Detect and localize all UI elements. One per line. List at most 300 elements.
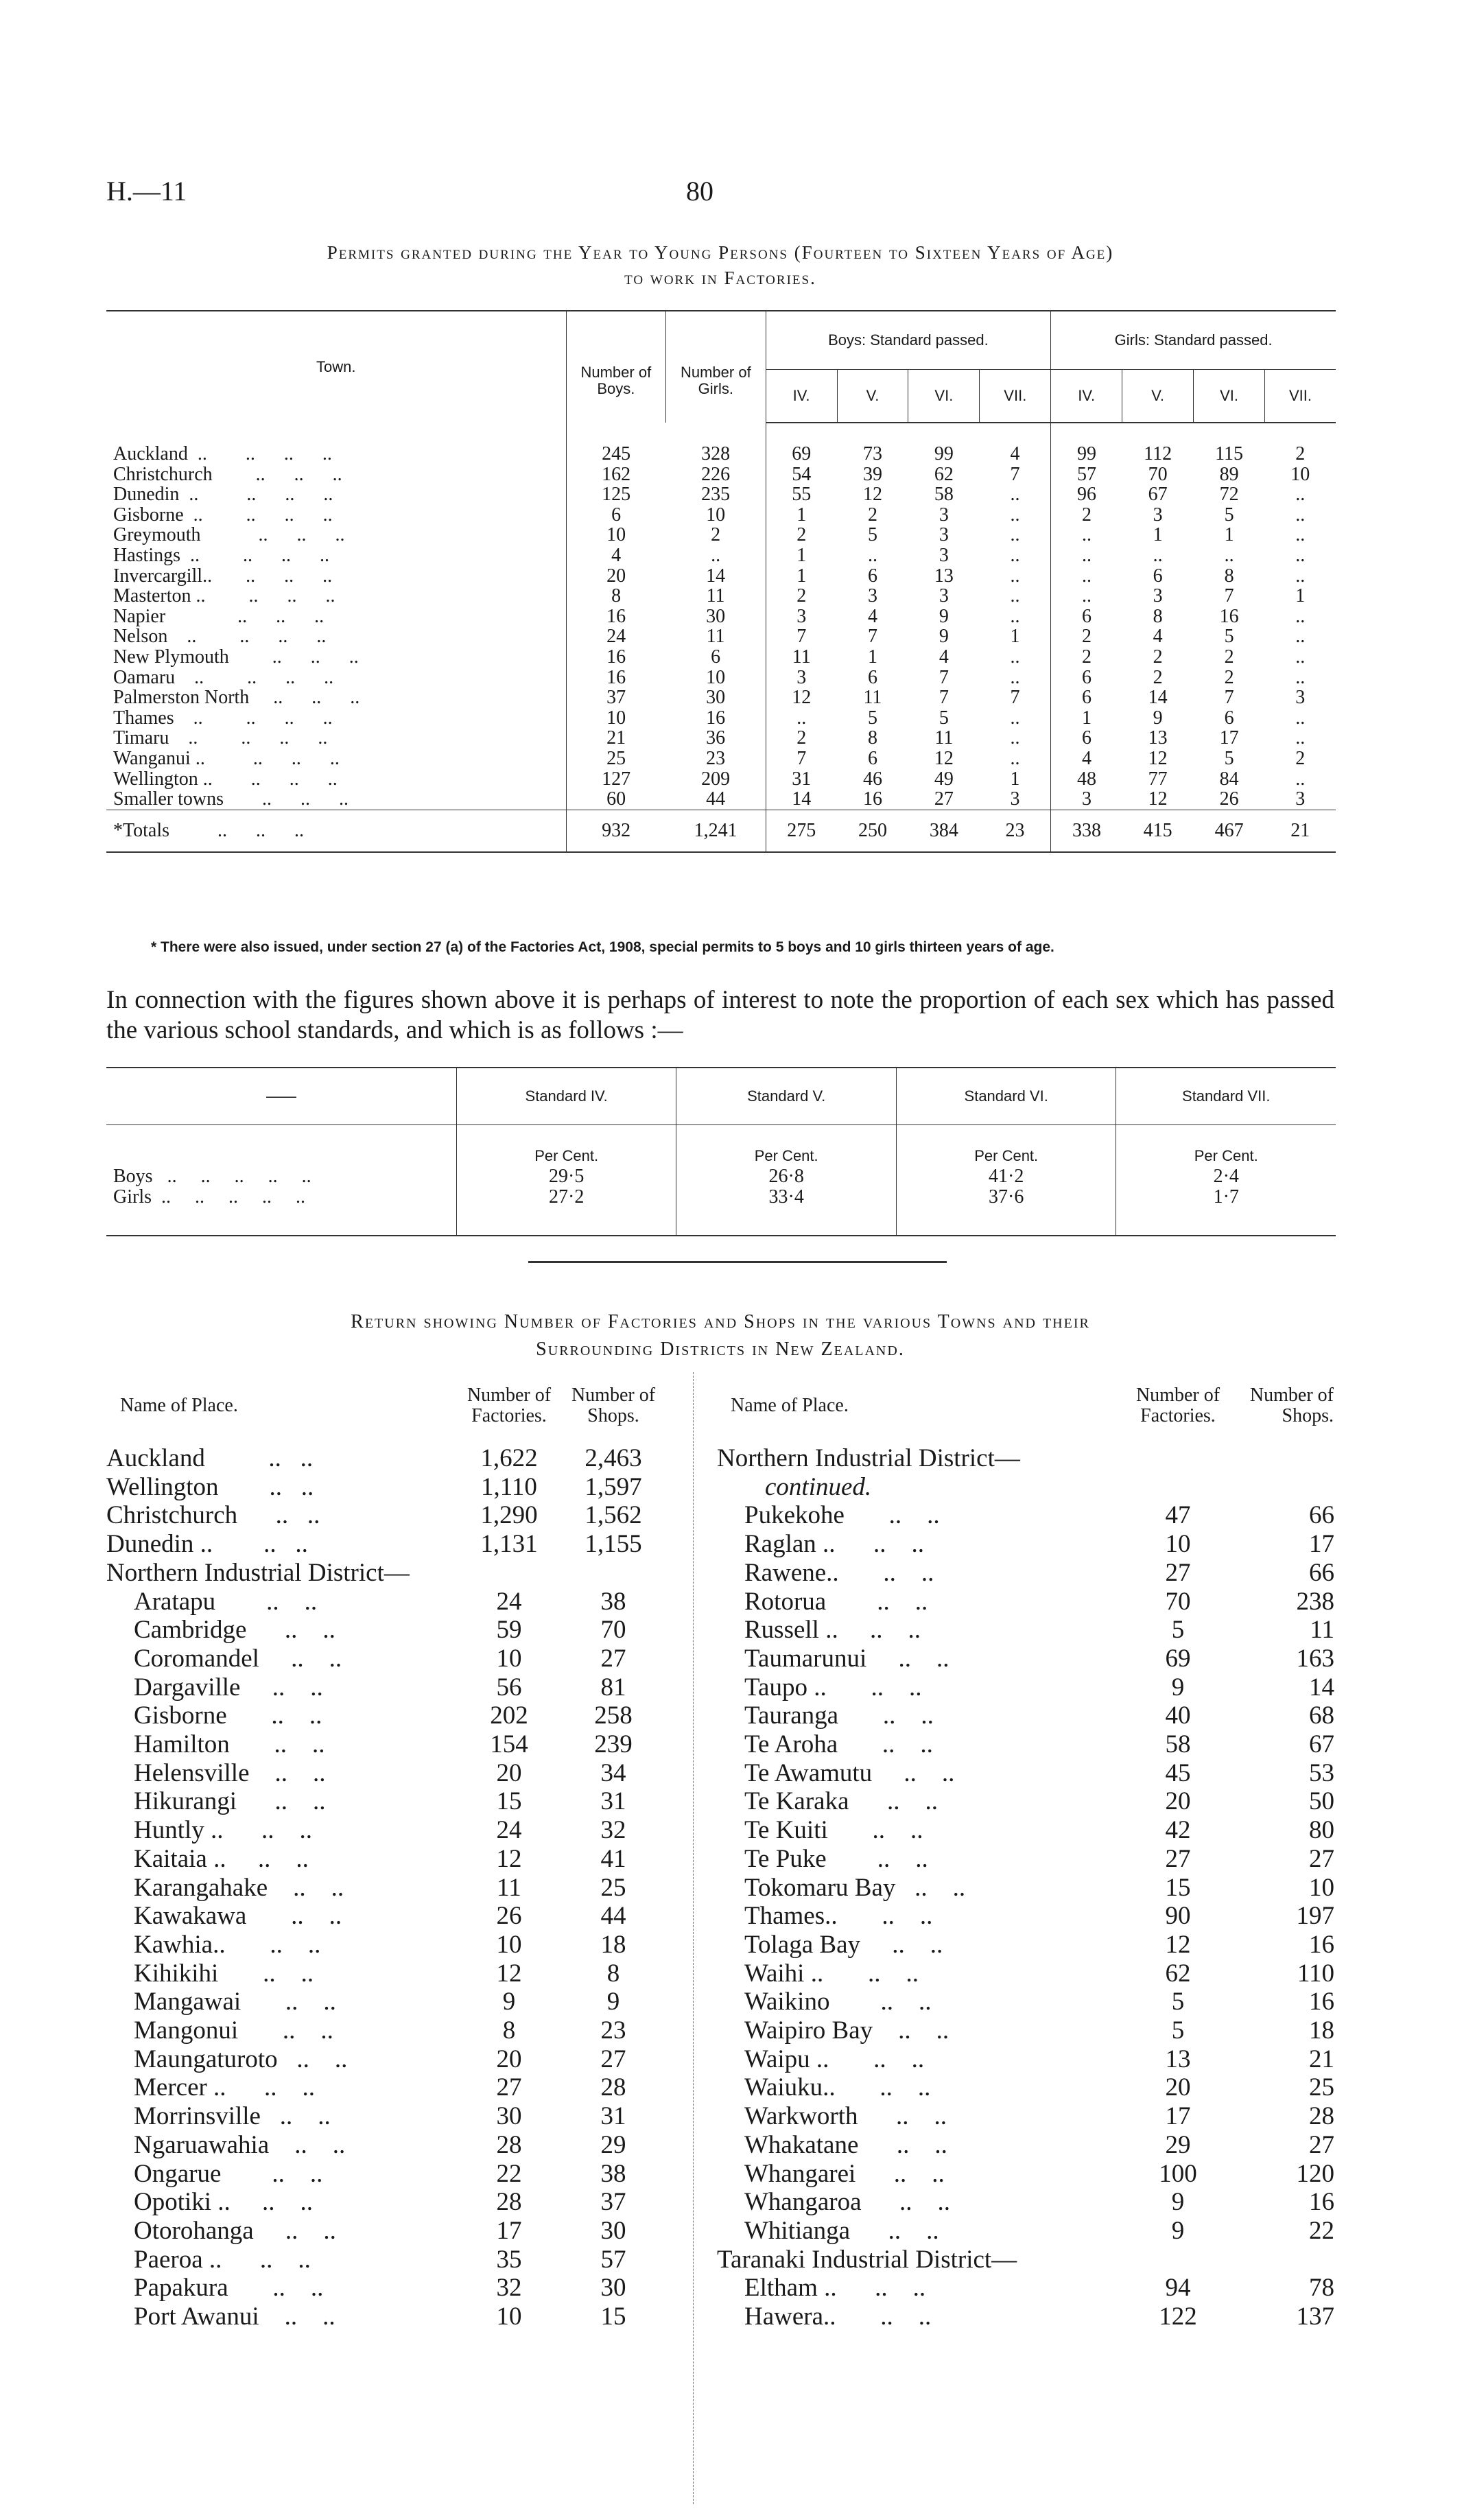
cell-girls: 2 [711, 524, 721, 546]
standard-header: Standard IV. [456, 1068, 676, 1125]
table-row [106, 668, 1336, 688]
place-name: Gisborne .. .. [134, 1701, 322, 1730]
cell-girls-v: 13 [1148, 727, 1168, 749]
factories-count: 24 [496, 1587, 522, 1616]
shops-count: 27 [1309, 2130, 1334, 2159]
cell-girls-vii: .. [1295, 626, 1306, 648]
cell-girls-vi: 7 [1224, 585, 1234, 607]
cell-girls-v: 8 [1153, 605, 1163, 627]
cell-girls-iv: 6 [1051, 728, 1122, 749]
cell-girls-vi: 2 [1224, 666, 1234, 688]
header-boys-standard: Boys: Standard passed. [766, 311, 1051, 370]
cell-boys: 25 [566, 749, 666, 769]
factories-count: 100 [1159, 2159, 1197, 2188]
cell-girls-v: 4 [1153, 626, 1163, 648]
permits-title-line1: Permits granted during the Year to Young Persons (Fourteen to Sixteen Years of Age) [327, 242, 1114, 263]
cell-boys-vi: 49 [934, 768, 954, 790]
cell-boys-v: 16 [862, 788, 882, 810]
factories-count: 27 [1165, 1558, 1191, 1587]
cell-boys-v: 7 [867, 626, 877, 648]
table-row [106, 566, 1336, 587]
cell-girls-vii: .. [1295, 484, 1306, 506]
empty-cell [106, 1125, 456, 1167]
list-item [106, 1959, 665, 1988]
cell-girls-vii: 3 [1295, 788, 1306, 810]
place-name: Kihikihi .. .. [134, 1959, 314, 1988]
shops-count: 66 [1309, 1558, 1334, 1587]
place-name: Kawhia.. .. .. [134, 1930, 321, 1959]
header-number-of-shops: Number of Shops. [1249, 1385, 1334, 1426]
girls-standard-header: V. [1122, 370, 1194, 423]
cell-girls: 235 [701, 484, 731, 506]
list-item [106, 1787, 665, 1816]
cell-boys-v: 3 [867, 585, 877, 607]
shops-count: 9 [606, 1988, 620, 2016]
cell-girls: 11 [706, 626, 725, 648]
shops-count: 238 [1296, 1587, 1334, 1616]
cell-girls: 10 [706, 666, 726, 688]
place-name: Whangarei .. .. [744, 2159, 945, 2188]
cell-girls-v: 12 [1148, 788, 1168, 810]
cell-girls-vi: 17 [1219, 727, 1239, 749]
cell-boys-vi: 7 [939, 687, 949, 709]
cell-girls-vi: 84 [1219, 768, 1239, 790]
shops-count: 28 [1309, 2102, 1334, 2131]
place-name: Te Aroha .. .. [744, 1730, 933, 1759]
shops-count: 32 [600, 1816, 626, 1845]
cell-girls-vi: 8 [1224, 565, 1234, 587]
table-row [106, 687, 1336, 708]
factories-count: 12 [496, 1959, 522, 1988]
factories-count: 12 [496, 1844, 522, 1873]
totals-girls-vii: 21 [1265, 810, 1336, 852]
cell-girls-v: .. [1153, 544, 1163, 566]
list-item [106, 1444, 665, 1473]
cell-girls: 36 [706, 727, 726, 749]
list-item [106, 2016, 665, 2045]
cell-girls-vi: 89 [1219, 463, 1239, 485]
place-name: Whitianga .. .. [744, 2216, 939, 2245]
table-row [106, 728, 1336, 749]
cell-boys-vi: 9 [939, 605, 949, 627]
place-name: Thames.. .. .. [744, 1902, 933, 1931]
factories-count: 29 [1165, 2130, 1191, 2159]
list-item [717, 1530, 1334, 1559]
cell-boys-iv: 54 [766, 464, 837, 485]
shops-count: 78 [1309, 2274, 1334, 2303]
factories-count: 26 [496, 1902, 522, 1931]
cell-boys-iv: 12 [766, 687, 837, 708]
totals-girls-vi: 467 [1194, 810, 1265, 852]
list-item [106, 1759, 665, 1788]
girls-percent: 37·6 [896, 1187, 1116, 1236]
cell-boys-v: 6 [867, 666, 877, 688]
shops-count: 18 [1309, 2016, 1334, 2045]
shops-count: 68 [1309, 1701, 1334, 1730]
cell-boys-vii: 7 [1010, 687, 1020, 709]
place-name: Otorohanga .. .. [134, 2216, 336, 2245]
list-item [106, 1874, 665, 1903]
cell-girls: 328 [701, 443, 731, 464]
list-item [106, 1501, 665, 1530]
cell-boys-iv: 2 [766, 728, 837, 749]
factories-count: 90 [1165, 1902, 1191, 1931]
factories-count: 5 [1171, 2016, 1185, 2045]
cell-town: Smaller towns .. .. .. [113, 788, 349, 810]
boys-row [106, 1166, 1336, 1187]
place-name: Port Awanui .. .. [134, 2303, 335, 2331]
cell-girls-v: 14 [1148, 687, 1168, 709]
cell-girls-iv: 48 [1051, 769, 1122, 790]
shops-count: 16 [1309, 2188, 1334, 2217]
cell-girls-iv: 1 [1051, 708, 1122, 729]
factories-count: 1,110 [481, 1472, 537, 1501]
shops-count: 53 [1309, 1758, 1334, 1787]
cell-boys-vi: 7 [939, 666, 949, 688]
table-row [106, 586, 1336, 607]
cell-girls-vii: 10 [1290, 463, 1310, 485]
table-row [106, 749, 1336, 769]
shops-count: 67 [1309, 1730, 1334, 1759]
list-item [717, 1759, 1334, 1788]
header-girls-standard: Girls: Standard passed. [1051, 311, 1336, 370]
cell-boys-vii: .. [1010, 585, 1020, 607]
standard-header: Standard V. [676, 1068, 897, 1125]
cell-girls-v: 70 [1148, 463, 1168, 485]
place-name: Kaitaia .. .. .. [134, 1844, 309, 1873]
factories-count: 27 [1165, 1844, 1191, 1873]
standard-header: Standard VII. [1116, 1068, 1336, 1125]
cell-boys-iv: .. [766, 708, 837, 729]
cell-girls-vi: 5 [1224, 504, 1234, 526]
cell-girls: 16 [706, 707, 726, 729]
cell-girls-v: 2 [1153, 646, 1163, 668]
shops-count: 11 [1310, 1616, 1334, 1645]
totals-girls: 1,241 [666, 810, 766, 852]
cell-boys: 162 [566, 464, 666, 485]
cell-boys-vi: 3 [939, 524, 949, 546]
cell-girls-vi: 1 [1224, 524, 1234, 546]
cell-town: Wellington .. .. .. .. [113, 768, 338, 790]
cell-boys-iv: 1 [766, 566, 837, 587]
list-item [106, 2073, 665, 2102]
list-item [106, 2188, 665, 2217]
cell-girls-vii: .. [1295, 544, 1306, 566]
totals-town: *Totals .. .. .. [106, 810, 566, 852]
factories-count: 70 [1165, 1587, 1191, 1616]
header-name-of-place: Name of Place. [120, 1395, 238, 1416]
cell-boys-v: 5 [867, 524, 877, 546]
cell-girls-vii: .. [1295, 646, 1306, 668]
place-name: Cambridge .. .. [134, 1616, 335, 1645]
list-item [106, 1616, 665, 1645]
factories-count: 69 [1165, 1644, 1191, 1673]
cell-boys: 37 [566, 687, 666, 708]
place-name: Mangonui .. .. [134, 2016, 333, 2045]
place-name: Tokomaru Bay .. .. [744, 1873, 966, 1902]
factories-table-title [106, 1308, 1334, 1363]
cell-girls-vii: .. [1295, 524, 1306, 546]
shops-count: 10 [1309, 1873, 1334, 1902]
factories-title-line2: Surrounding Districts in New Zealand. [536, 1339, 905, 1360]
factories-count: 20 [1165, 1787, 1191, 1816]
factories-count: 20 [496, 1758, 522, 1787]
cell-girls: 30 [706, 687, 726, 709]
cell-girls-vii: .. [1295, 768, 1306, 790]
header-number-of-boys: Number of Boys. [566, 311, 666, 423]
shops-count: 239 [594, 1730, 633, 1759]
page-reference: H.—11 [106, 176, 187, 207]
boys-percent: 26·8 [676, 1166, 897, 1187]
cell-boys: 20 [566, 566, 666, 587]
cell-girls-v: 1 [1153, 524, 1163, 546]
cell-town: Napier .. .. .. [113, 605, 324, 627]
table-row [106, 607, 1336, 627]
place-name: Mangawai .. .. [134, 1988, 336, 2016]
list-item [106, 2160, 665, 2189]
permits-title-line2: to work in Factories. [624, 268, 816, 288]
list-item [106, 1701, 665, 1730]
cell-town: Gisborne .. .. .. .. [113, 504, 333, 526]
permits-table-title [106, 240, 1334, 291]
standards-corner: —— [106, 1068, 456, 1125]
cell-boys: 8 [566, 586, 666, 607]
cell-boys: 24 [566, 626, 666, 647]
cell-boys-vii: .. [1010, 666, 1020, 688]
column-divider [693, 1372, 694, 2504]
place-name: Aratapu .. .. [134, 1587, 318, 1616]
list-item [717, 1444, 1334, 1473]
place-name: Paeroa .. .. .. [134, 2245, 311, 2274]
cell-boys: 6 [566, 505, 666, 526]
place-name: Coromandel .. .. [134, 1644, 342, 1673]
cell-boys-iv: 14 [766, 789, 837, 810]
cell-town: Wanganui .. .. .. .. [113, 747, 340, 769]
girls-percent: 33·4 [676, 1187, 897, 1236]
cell-girls-vii: .. [1295, 605, 1306, 627]
girls-label: Girls .. .. .. .. .. [106, 1187, 456, 1236]
factories-title-line1: Return showing Number of Factories and Shops in the various Towns and their [351, 1311, 1090, 1332]
cell-girls-vii: 3 [1295, 687, 1306, 709]
factories-count: 1,131 [480, 1530, 538, 1559]
cell-boys-v: .. [867, 544, 877, 566]
shops-count: 29 [600, 2130, 626, 2159]
cell-girls: 209 [701, 768, 731, 790]
factories-count: 202 [490, 1701, 528, 1730]
list-item [717, 2045, 1334, 2074]
cell-girls-v: 67 [1148, 484, 1168, 506]
cell-boys-vii: .. [1010, 707, 1020, 729]
place-name: Tauranga .. .. [744, 1701, 934, 1730]
place-name: Dargaville .. .. [134, 1673, 323, 1701]
list-item [106, 1473, 665, 1502]
place-name: Dunedin .. .. .. [106, 1530, 308, 1559]
place-name: Te Awamutu .. .. [744, 1758, 955, 1787]
per-cent-label: Per Cent. [456, 1125, 676, 1167]
standards-table [106, 1067, 1336, 1236]
list-item [717, 2131, 1334, 2160]
shops-count: 21 [1309, 2045, 1334, 2073]
cell-boys-vi: 58 [934, 484, 954, 506]
cell-boys-vi: 13 [934, 565, 954, 587]
place-name: Rawene.. .. .. [744, 1558, 934, 1587]
list-item [106, 1902, 665, 1931]
cell-girls: .. [711, 544, 721, 566]
cell-boys-vii: .. [1010, 484, 1020, 506]
cell-girls-v: 6 [1153, 565, 1163, 587]
cell-girls-vi: .. [1224, 544, 1234, 566]
cell-boys-vii: .. [1010, 646, 1020, 668]
factories-count: 22 [496, 2159, 522, 2188]
cell-boys-iv: 11 [766, 647, 837, 668]
table-row [106, 769, 1336, 790]
place-name: Hikurangi .. .. [134, 1787, 326, 1816]
place-name: Whakatane .. .. [744, 2130, 947, 2159]
boys-percent: 41·2 [896, 1166, 1116, 1187]
cell-town: Timaru .. .. .. .. [113, 727, 328, 749]
cell-boys-iv: 31 [766, 769, 837, 790]
cell-boys-v: 8 [867, 727, 877, 749]
factories-count: 13 [1165, 2045, 1191, 2073]
list-item [717, 2246, 1334, 2274]
list-item [106, 1645, 665, 1673]
place-name: continued. [765, 1472, 872, 1501]
header-number-of-factories: Number of Factories. [467, 1385, 552, 1426]
cell-town: Dunedin .. .. .. .. [113, 484, 333, 506]
table-row [106, 647, 1336, 668]
factories-count: 94 [1165, 2274, 1191, 2303]
factories-count: 58 [1165, 1730, 1191, 1759]
cell-boys: 125 [566, 484, 666, 505]
shops-count: 80 [1309, 1816, 1334, 1845]
factories-count: 11 [497, 1873, 521, 1902]
cell-girls-vi: 5 [1224, 747, 1234, 769]
cell-boys-vi: 27 [934, 788, 954, 810]
factories-count: 5 [1171, 1616, 1185, 1645]
cell-boys-vii: .. [1010, 605, 1020, 627]
factories-count: 9 [1171, 2216, 1185, 2245]
section-divider-rule [528, 1261, 947, 1263]
cell-boys-v: 1 [867, 646, 877, 668]
cell-girls-vi: 7 [1224, 687, 1234, 709]
cell-town: Masterton .. .. .. .. [113, 585, 335, 607]
cell-girls-v: 3 [1153, 504, 1163, 526]
cell-girls-v: 112 [1144, 443, 1172, 464]
shops-count: 66 [1309, 1501, 1334, 1530]
shops-count: 8 [606, 1959, 620, 1988]
list-item [106, 2045, 665, 2074]
list-item [106, 1559, 665, 1588]
cell-girls-v: 2 [1153, 666, 1163, 688]
factories-count: 35 [496, 2245, 522, 2274]
cell-girls-iv: 6 [1051, 687, 1122, 708]
cell-girls: 6 [711, 646, 721, 668]
cell-boys-iv: 3 [766, 607, 837, 627]
shops-count: 23 [600, 2016, 626, 2045]
cell-boys-vi: 11 [934, 727, 954, 749]
cell-boys-vii: .. [1010, 504, 1020, 526]
factories-table-right [717, 1367, 1334, 2331]
cell-boys-vii: .. [1010, 544, 1020, 566]
permits-table [106, 310, 1336, 853]
shops-count: 27 [600, 1644, 626, 1673]
cell-boys-vi: 5 [939, 707, 949, 729]
shops-count: 16 [1309, 1988, 1334, 2016]
shops-count: 18 [600, 1930, 626, 1959]
cell-boys-vi: 99 [934, 443, 954, 464]
shops-count: 197 [1296, 1902, 1334, 1931]
cell-girls-iv: .. [1051, 545, 1122, 566]
list-item [106, 1845, 665, 1874]
totals-row [106, 810, 1336, 852]
cell-town: Oamaru .. .. .. .. [113, 666, 334, 688]
cell-boys-vi: 3 [939, 585, 949, 607]
list-item [106, 1673, 665, 1702]
shops-count: 2,463 [585, 1444, 642, 1472]
shops-count: 44 [600, 1902, 626, 1931]
cell-girls: 10 [706, 504, 726, 526]
cell-girls-vii: .. [1295, 666, 1306, 688]
cell-boys-vii: .. [1010, 747, 1020, 769]
cell-girls-vi: 2 [1224, 646, 1234, 668]
table-row [106, 789, 1336, 810]
list-item [717, 1931, 1334, 1959]
cell-girls-iv: 2 [1051, 647, 1122, 668]
list-item [717, 1902, 1334, 1931]
table-row [106, 626, 1336, 647]
cell-girls-vii: 2 [1295, 443, 1306, 464]
factories-count: 42 [1165, 1816, 1191, 1845]
factories-count: 62 [1165, 1959, 1191, 1988]
shops-count: 17 [1309, 1530, 1334, 1559]
list-item [717, 2016, 1334, 2045]
list-item [106, 2246, 665, 2274]
factories-count: 28 [496, 2130, 522, 2159]
cell-town: Greymouth .. .. .. [113, 524, 345, 546]
cell-boys: 16 [566, 607, 666, 627]
place-name: Hamilton .. .. [134, 1730, 325, 1759]
cell-girls-vi: 16 [1219, 605, 1239, 627]
cell-boys-iv: 3 [766, 668, 837, 688]
list-item [717, 2274, 1334, 2303]
list-item [106, 1931, 665, 1959]
cell-town: Nelson .. .. .. .. [113, 626, 327, 648]
cell-girls-vi: 26 [1219, 788, 1239, 810]
boys-standard-header: VII. [980, 370, 1051, 423]
place-name: Northern Industrial District— [717, 1444, 1020, 1472]
cell-girls-vii: 2 [1295, 747, 1306, 769]
cell-town: Palmerston North .. .. .. [113, 687, 360, 709]
header-number-of-girls: Number of Girls. [666, 311, 766, 423]
place-name: Maungaturoto .. .. [134, 2045, 348, 2073]
place-name: Kawakawa .. .. [134, 1902, 342, 1931]
factories-count: 20 [496, 2045, 522, 2073]
shops-count: 137 [1296, 2303, 1334, 2331]
cell-boys-iv: 69 [766, 423, 837, 464]
factories-count: 40 [1165, 1701, 1191, 1730]
totals-boys-iv: 275 [766, 810, 837, 852]
cell-girls-v: 12 [1148, 747, 1168, 769]
totals-boys-v: 250 [837, 810, 908, 852]
permits-footnote: * There were also issued, under section 27 (a) of the Factories Act, 1908, special permits to 5 boys and 10 girls thirteen years of age. [151, 939, 1054, 955]
shops-count: 25 [1309, 2073, 1334, 2102]
place-name: Karangahake .. .. [134, 1873, 344, 1902]
shops-count: 41 [600, 1844, 626, 1873]
boys-standard-header: VI. [908, 370, 980, 423]
shops-count: 30 [600, 2216, 626, 2245]
factories-count: 154 [490, 1730, 528, 1759]
cell-boys-v: 11 [863, 687, 882, 709]
